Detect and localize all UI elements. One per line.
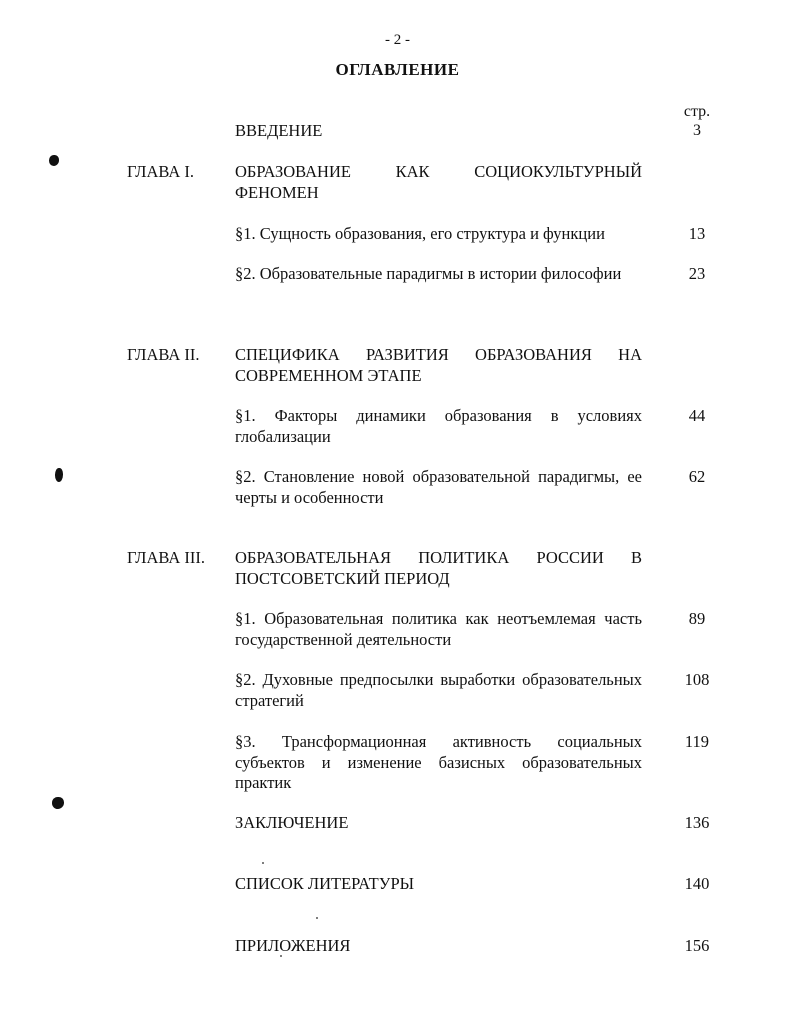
toc-entry-2-1: §1. Факторы динамики образования в условиях глобализации	[235, 406, 642, 446]
page-title: ОГЛАВЛЕНИЕ	[335, 60, 460, 79]
chapter-title-3: ОБРАЗОВАТЕЛЬНАЯ ПОЛИТИКА РОССИИ В ПОСТСОВЕТСКИЙ ПЕРИОД	[235, 548, 642, 588]
scan-speck	[316, 917, 318, 919]
toc-page-3-2: 108	[684, 670, 710, 689]
chapter-label-2: ГЛАВА II.	[127, 345, 200, 364]
toc-entry-appendices: ПРИЛОЖЕНИЯ	[235, 936, 351, 955]
toc-page-bibliography: 140	[684, 874, 710, 893]
chapter-label-1: ГЛАВА I.	[127, 162, 195, 181]
toc-page-3-3: 119	[684, 732, 710, 751]
toc-entry-3-3: §3. Трансформационная активность социальных субъектов и изменение базисных образовательных практик	[235, 732, 642, 792]
scan-speck	[280, 955, 282, 957]
toc-page-conclusion: 136	[684, 813, 710, 832]
toc-page-2-1: 44	[688, 406, 706, 425]
toc-entry-bibliography: СПИСОК ЛИТЕРАТУРЫ	[235, 874, 415, 893]
chapter-title-1: ОБРАЗОВАНИЕ КАК СОЦИОКУЛЬТУРНЫЙ ФЕНОМЕН	[235, 162, 642, 202]
toc-entry-2-2: §2. Становление новой образовательной парадигмы, ее черты и особенности	[235, 467, 642, 507]
toc-entry-introduction: ВВЕДЕНИЕ	[235, 121, 323, 140]
toc-entry-1-1: §1. Сущность образования, его структура и функции	[235, 224, 605, 243]
page-column-header	[668, 102, 726, 140]
hole-punch-mark	[52, 797, 64, 809]
toc-entry-conclusion: ЗАКЛЮЧЕНИЕ	[235, 813, 349, 832]
toc-entry-3-1: §1. Образовательная политика как неотъемлемая часть государственной деятельности	[235, 609, 642, 649]
toc-page-3-1: 89	[688, 609, 706, 628]
hole-punch-mark	[55, 468, 63, 482]
toc-page-2-2: 62	[688, 467, 706, 486]
page-column-first-value: 3	[693, 122, 701, 139]
toc-entry-1-2: §2. Образовательные парадигмы в истории философии	[235, 264, 622, 283]
toc-page-1-1: 13	[688, 224, 706, 243]
chapter-title-2: СПЕЦИФИКА РАЗВИТИЯ ОБРАЗОВАНИЯ НА СОВРЕМЕННОМ ЭТАПЕ	[235, 345, 642, 385]
toc-page-appendices: 156	[684, 936, 710, 955]
page-number: - 2 -	[385, 32, 410, 48]
toc-entry-3-2: §2. Духовные предпосылки выработки образовательных стратегий	[235, 670, 642, 710]
chapter-label-3: ГЛАВА III.	[127, 548, 206, 567]
toc-page-1-2: 23	[688, 264, 706, 283]
hole-punch-mark	[49, 155, 59, 166]
page-column-label: стр.	[683, 103, 711, 120]
scan-speck	[262, 862, 264, 864]
